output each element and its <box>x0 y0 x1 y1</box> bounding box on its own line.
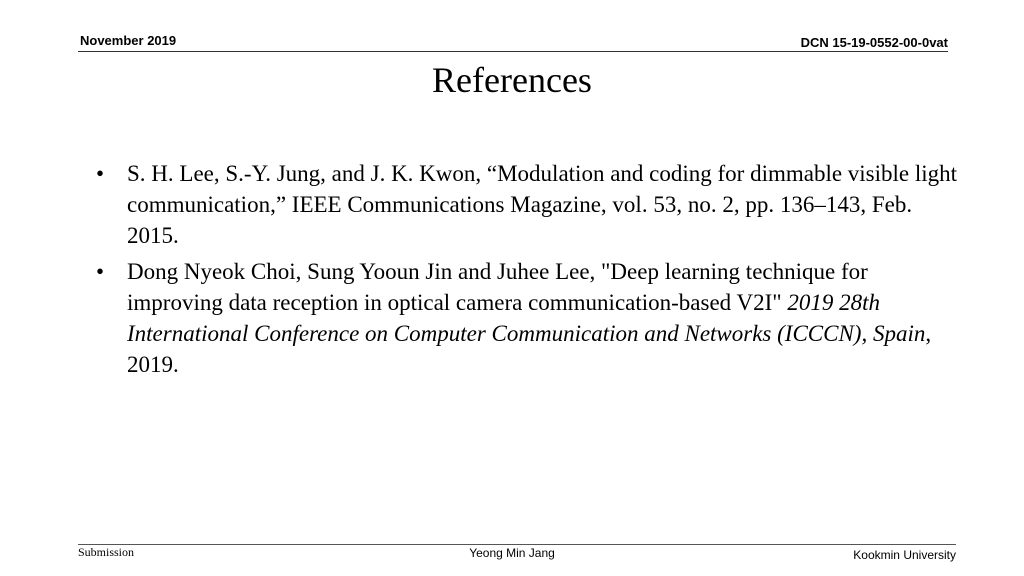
header-date: November 2019 <box>80 33 177 48</box>
reference-item <box>96 158 966 251</box>
footer-divider <box>78 544 956 545</box>
reference-item <box>96 256 966 380</box>
reference-text: S. H. Lee, S.-Y. Jung, and J. K. Kwon, “Modulation and coding for dimmable visible light communication,” IEEE Communications Magazine, vol. 53, no. 2, pp. 136–143, Feb. 2015. <box>127 161 958 248</box>
reference-year: , 2019. <box>127 321 932 377</box>
reference-list <box>96 158 966 385</box>
footer-submission: Submission <box>78 545 135 559</box>
bullet-icon: • <box>96 161 105 186</box>
bullet-icon: • <box>96 259 105 284</box>
header-divider <box>78 51 948 52</box>
slide-title: References <box>432 60 592 100</box>
footer-affiliation: Kookmin University <box>853 548 956 562</box>
footer-author: Yeong Min Jang <box>469 546 555 560</box>
reference-venue: 2019 28th International Conference on Computer Communication and Networks (ICCCN), Spain <box>127 290 926 346</box>
document-number: DCN 15-19-0552-00-0vat <box>800 35 948 50</box>
reference-authors-title: Dong Nyeok Choi, Sung Yooun Jin and Juhee Lee, "Deep learning technique for improving data reception in optical camera communication-based V2I" <box>127 259 868 315</box>
